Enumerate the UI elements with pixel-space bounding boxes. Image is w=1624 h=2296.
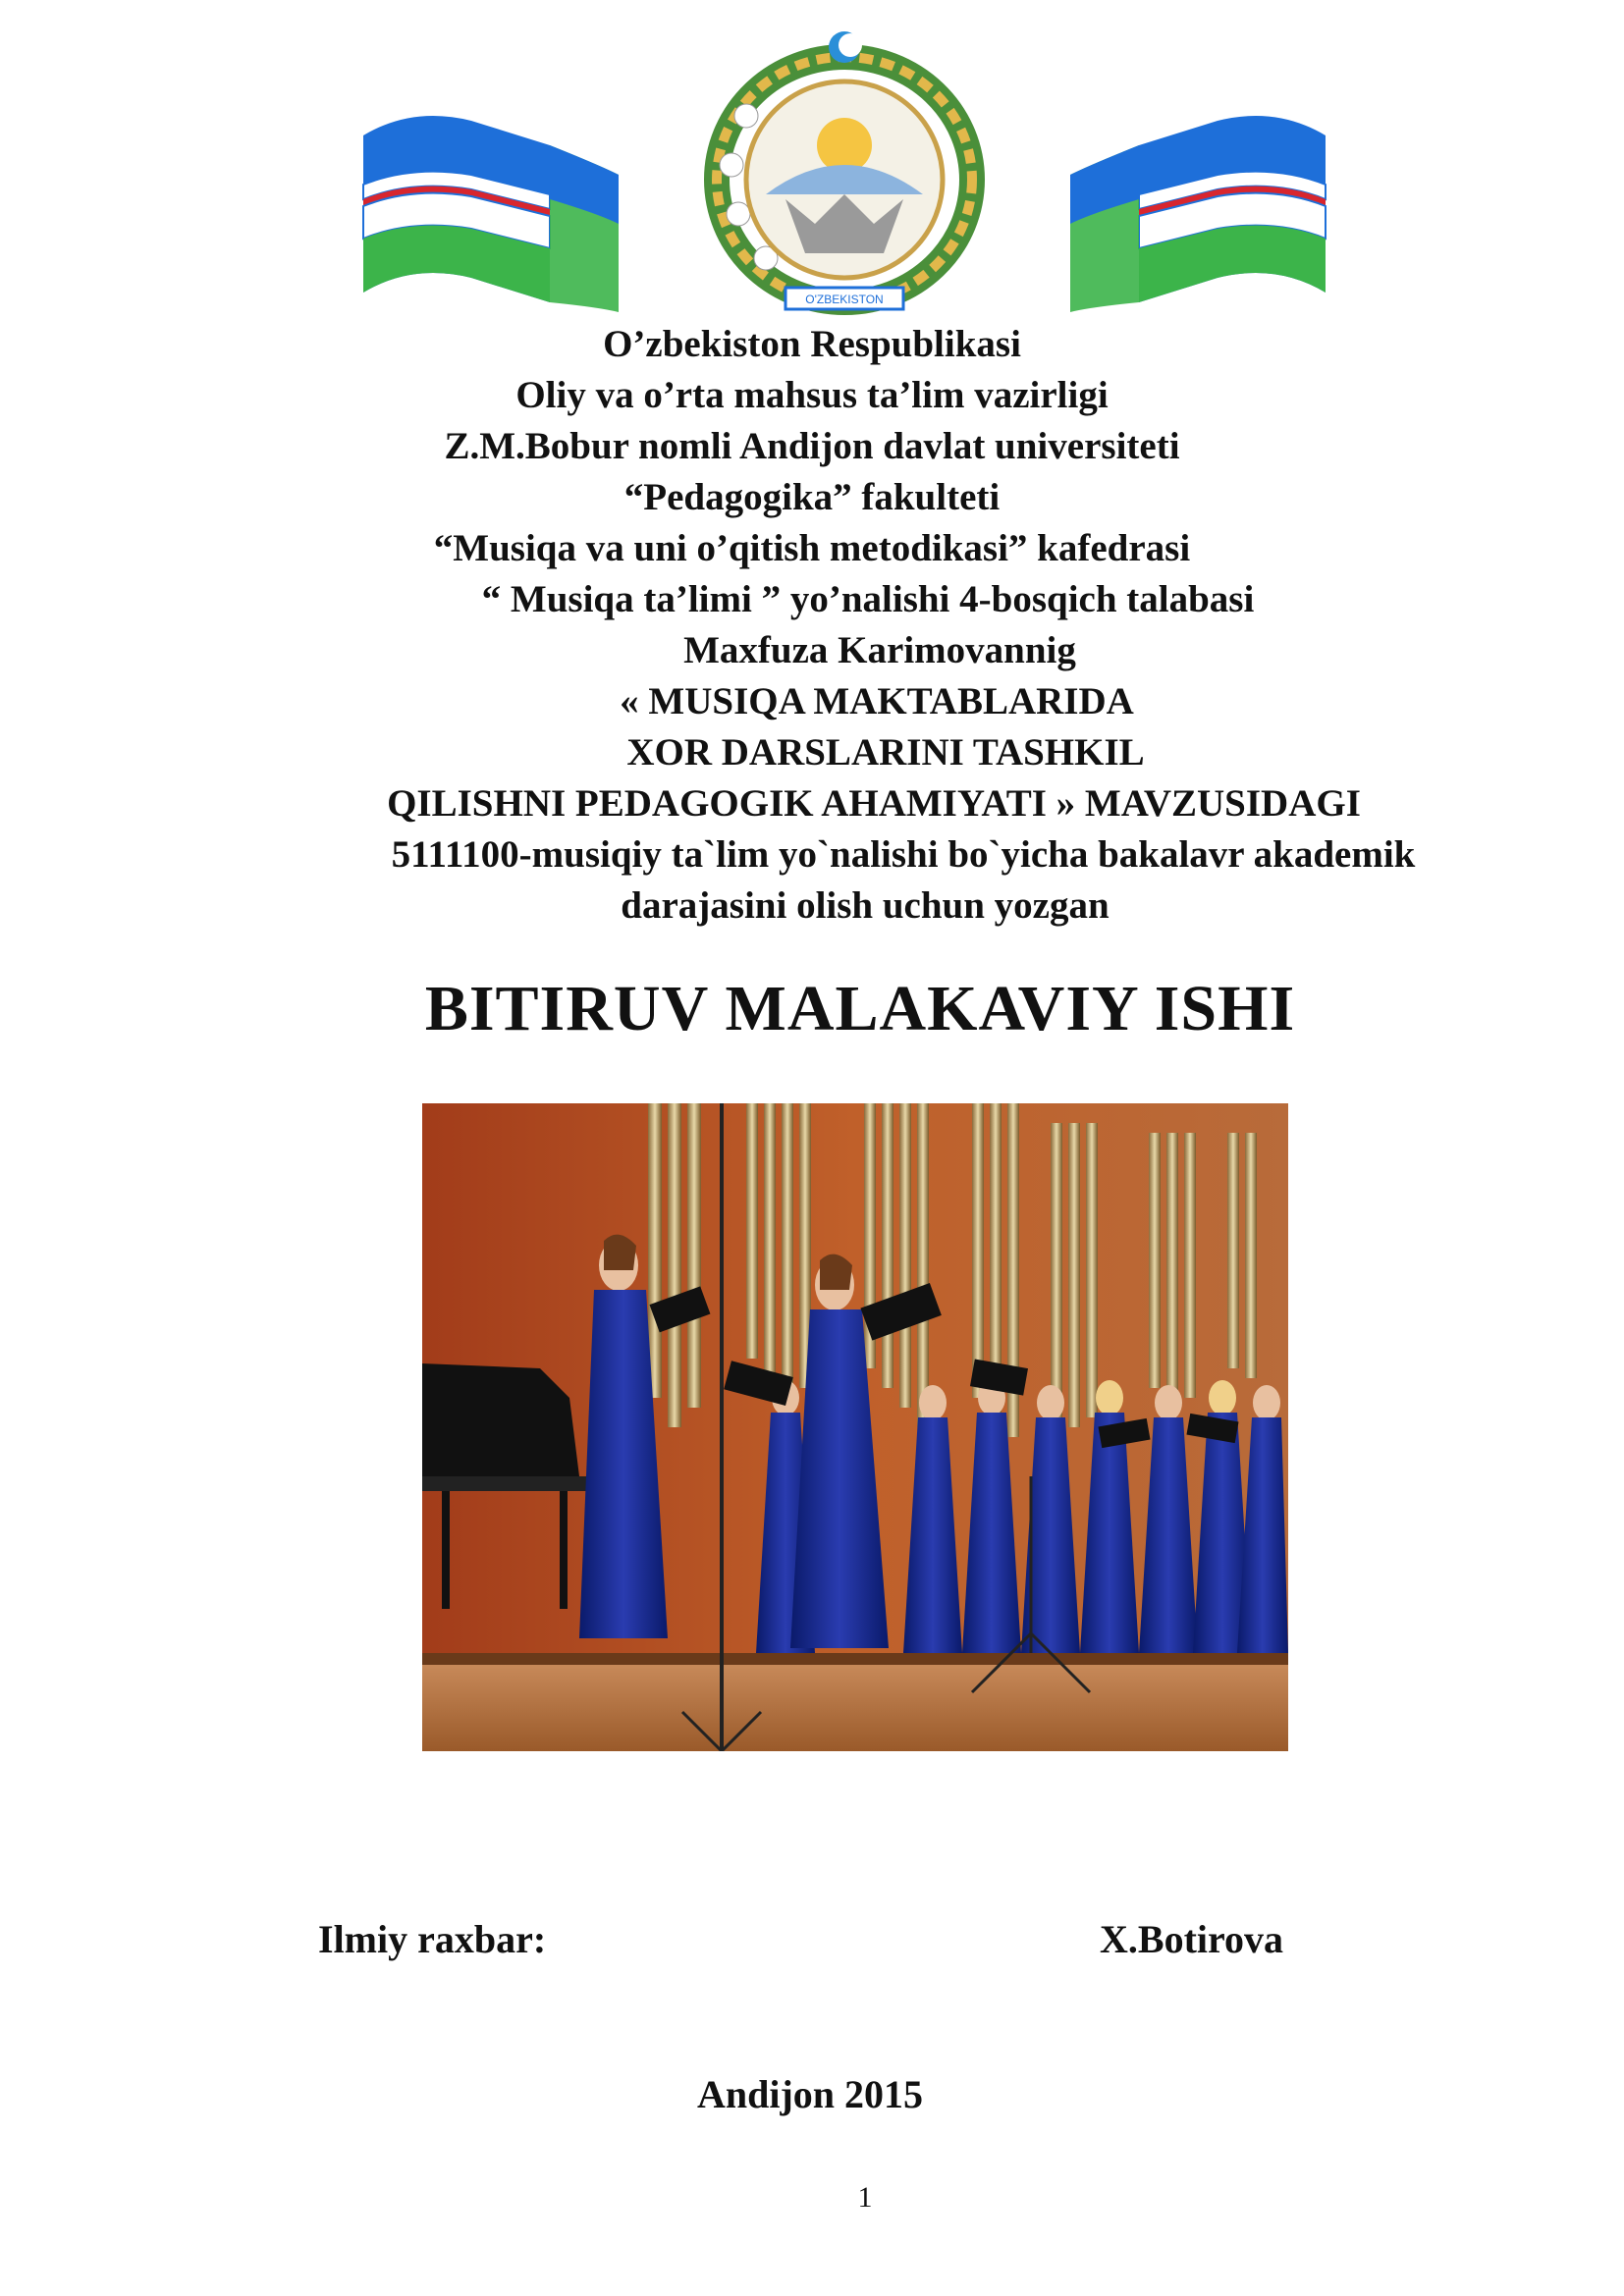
page-number: 1 xyxy=(857,2181,873,2214)
header-line: Maxfuza Karimovannig xyxy=(683,629,1076,671)
header-line: Z.M.Bobur nomli Andijon davlat universiteti xyxy=(444,425,1180,467)
flag-ribbon-right xyxy=(1070,116,1326,312)
header-line: QILISHNI PEDAGOGIK AHAMIYATI » MAVZUSIDAGI xyxy=(387,782,1361,825)
state-emblem xyxy=(353,27,1335,322)
header-line: XOR DARSLARINI TASHKIL xyxy=(626,731,1145,774)
header-line: “ Musiqa ta’limi ” yo’nalishi 4-bosqich talabasi xyxy=(481,578,1255,620)
header-line: « MUSIQA MAKTABLARIDA xyxy=(620,680,1134,722)
document-title: BITIRUV MALAKAVIY ISHI xyxy=(424,973,1296,1044)
header-line: O’zbekiston Respublikasi xyxy=(603,323,1021,365)
emblem-ribbon-text: O'ZBEKISTON xyxy=(805,293,884,306)
supervisor-name: X.Botirova xyxy=(1100,1917,1284,1961)
header-line: Oliy va o’rta mahsus ta’lim vazirligi xyxy=(515,374,1109,416)
header-line: 5111100-musiqiy ta`lim yo`nalishi bo`yicha bakalavr akademik xyxy=(391,833,1416,876)
choir-photo xyxy=(422,1103,1288,1751)
header-line: darajasini olish uchun yozgan xyxy=(621,884,1110,927)
supervisor-label: Ilmiy raxbar: xyxy=(318,1917,547,1961)
emblem-icon xyxy=(353,27,1335,322)
header-line: “Pedagogika” fakulteti xyxy=(623,476,1001,518)
header-line: “Musiqa va uni o’qitish metodikasi” kafedrasi xyxy=(433,527,1191,569)
city-year: Andijon 2015 xyxy=(696,2072,924,2116)
flag-ribbon-left xyxy=(363,116,619,312)
